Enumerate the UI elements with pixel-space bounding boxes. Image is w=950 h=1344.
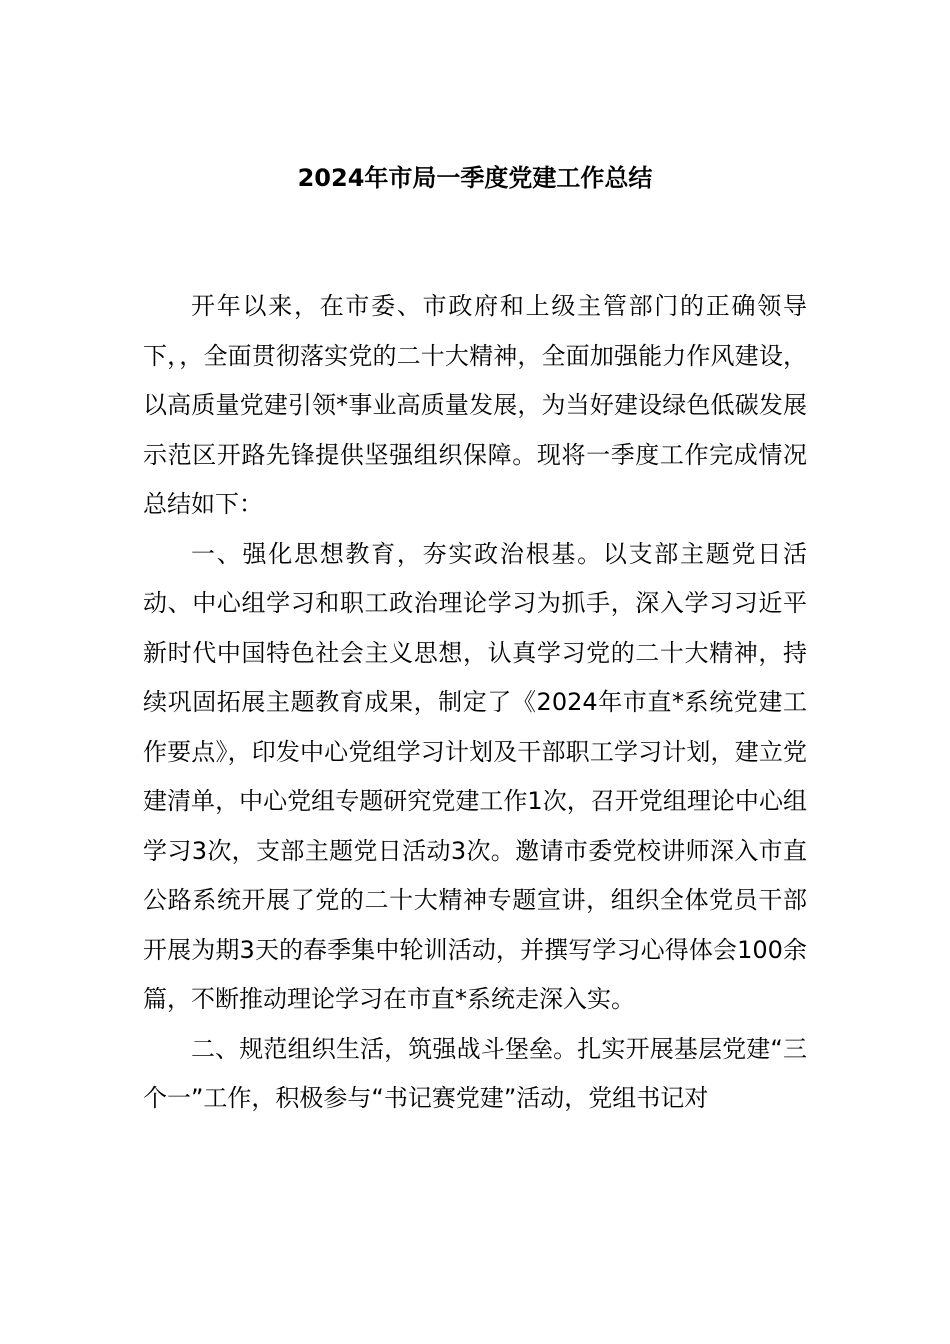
- paragraph-section-2: 二、规范组织生活，筑强战斗堡垒。扎实开展基层党建“三个一”工作，积极参与“书记赛党建”活动，党组书记对: [143, 1034, 807, 1112]
- paragraph-intro: 开年以来，在市委、市政府和上级主管部门的正确领导下，，全面贯彻落实党的二十大精神，全面加强能力作风建设，以高质量党建引领*事业高质量发展，为当好建设绿色低碳发展示范区开路先锋提供坚强组织保障。现将一季度工作完成情况总结如下：: [143, 292, 807, 518]
- document-title: 2024年市局一季度党建工作总结: [297, 164, 653, 192]
- document-body: [143, 282, 807, 1124]
- paragraph-section-1: 一、强化思想教育，夯实政治根基。以支部主题党日活动、中心组学习和职工政治理论学习为抓手，深入学习习近平新时代中国特色社会主义思想，认真学习党的二十大精神，持续巩固拓展主题教育成果，制定了《2024年市直*系统党建工作要点》，印发中心党组学习计划及干部职工学习计划，建立党建清单，中心党组专题研究党建工作1次，召开党组理论中心组学习3次，支部主题党日活动3次。邀请市委党校讲师深入市直公路系统开展了党的二十大精神专题宣讲，组织全体党员干部开展为期3天的春季集中轮训活动，并撰写学习心得体会100余篇，不断推动理论学习在市直*系统走深入实。: [143, 539, 807, 1013]
